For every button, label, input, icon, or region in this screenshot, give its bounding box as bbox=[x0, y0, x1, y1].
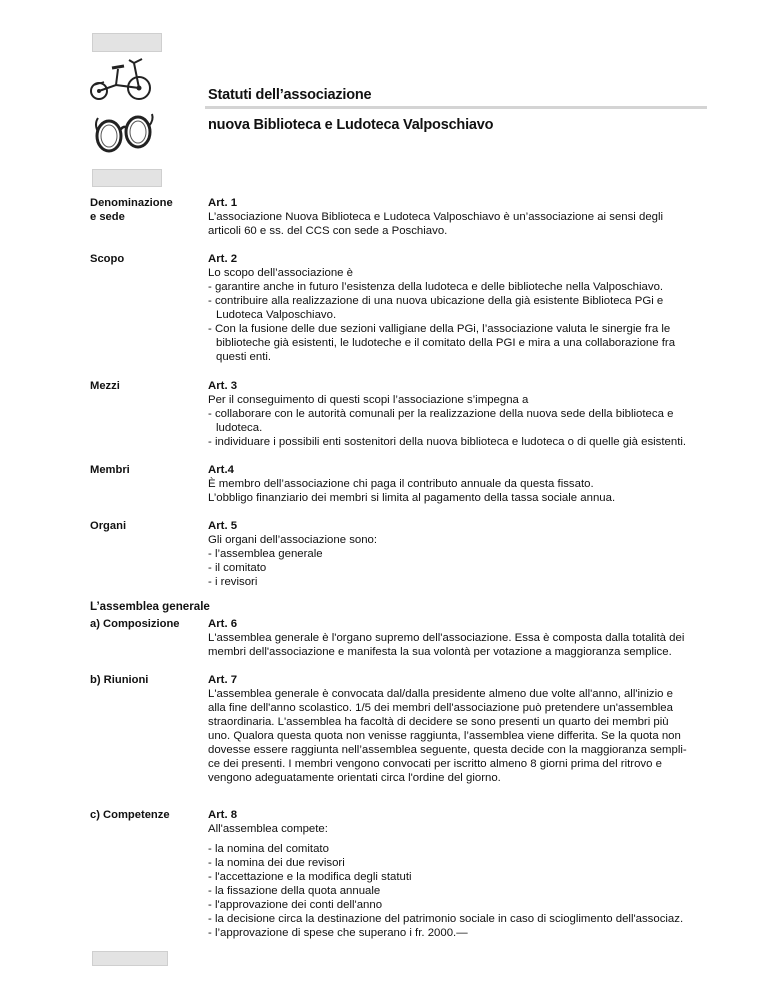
article-heading: Art. 1 bbox=[208, 197, 238, 209]
spectacles-icon bbox=[92, 110, 156, 156]
article-5: Art. 5 Gli organi dell’associazione sono: - l’assemblea generale - il comitato - i revisori bbox=[208, 519, 728, 589]
document-subtitle: nuova Biblioteca e Ludoteca Valposchiavo bbox=[208, 117, 494, 133]
label-competenze: c) Competenze bbox=[90, 809, 170, 821]
article-heading: Art. 5 bbox=[208, 520, 238, 532]
article-2: Art. 2 Lo scopo dell’associazione è - garantire anche in futuro l’esistenza della ludoteca e delle biblioteche nella Valposchiavo. - contribuire alla realizzazione di una nuova ubicazione della già esistente Biblioteca PGi e Ludoteca Valposchiavo. - Con la fusione delle due sezioni valligiane della PGi, l’associazione valuta le sinergie fra le biblioteche già esistenti, le ludoteche e il comitato della PGI e mira a una collaborazione fra questi enti. bbox=[208, 252, 728, 364]
label-mezzi: Mezzi bbox=[90, 380, 120, 392]
article-4: Art.4 È membro dell’associazione chi paga il contributo annuale da questa fissato. L’obbligo finanziario dei membri si limita al pagamento della tassa sociale annua. bbox=[208, 463, 728, 505]
article-heading: Art. 8 bbox=[208, 809, 238, 821]
article-heading: Art. 7 bbox=[208, 674, 238, 686]
tricycle-icon bbox=[88, 55, 154, 103]
article-3: Art. 3 Per il conseguimento di questi scopi l’associazione s’impegna a - collaborare con le autorità comunali per la realizzazione della nuova sede della biblioteca e ludoteca. - individuare i possibili enti sostenitori della nuova biblioteca e ludoteca o di quelle già esistenti. bbox=[208, 379, 728, 449]
label-organi: Organi bbox=[90, 520, 127, 532]
article-7: Art. 7 L'assemblea generale è convocata dal/dalla presidente almeno due volte all'anno, all'inizio e alla fine dell'anno scolastico. 1/5 dei membri dell'associazione può pretendere un'assemblea straordinaria. L'assemblea ha facoltà di decidere se sono presenti un quarto dei membri più uno. Qualora questa quota non venisse raggiunta, l’assemblea viene differita. Se la quota non dovesse essere raggiunta nell’assemblea seguente, questa decide con la maggioranza sempli- ce dei presenti. I membri vengono convocati per iscritto almeno 8 giorni prima del ritrovo e vengono adeguatamente orientati circa l'ordine del giorno. bbox=[208, 673, 728, 785]
label-composizione: a) Composizione bbox=[90, 618, 180, 630]
top-gray-bar bbox=[92, 33, 162, 52]
article-heading: Art. 3 bbox=[208, 380, 238, 392]
bottom-gray-bar bbox=[92, 951, 168, 966]
label-riunioni: b) Riunioni bbox=[90, 674, 149, 686]
article-heading: Art. 2 bbox=[208, 253, 238, 265]
label-membri: Membri bbox=[90, 464, 130, 476]
label-scopo: Scopo bbox=[90, 253, 125, 265]
header-divider bbox=[205, 106, 707, 109]
document-title: Statuti dell’associazione bbox=[208, 87, 372, 103]
mid-gray-bar bbox=[92, 169, 162, 187]
section-title-assemblea: L’assemblea generale bbox=[90, 600, 210, 613]
article-6: Art. 6 L'assemblea generale è l'organo supremo dell'associazione. Essa è composta dalla totalità dei membri dell'associazione e manifesta la sua volontà per votazione a maggioranza semplice. bbox=[208, 617, 728, 659]
article-heading: Art. 6 bbox=[208, 618, 238, 630]
label-denominazione: Denominazione e sede bbox=[90, 197, 173, 223]
article-heading: Art.4 bbox=[208, 464, 234, 476]
article-1: Art. 1 L’associazione Nuova Biblioteca e Ludoteca Valposchiavo è un’associazione ai sensi degli articoli 60 e ss. del CCS con sede a Poschiavo. bbox=[208, 196, 728, 238]
article-8: Art. 8 All'assemblea compete: - la nomina del comitato - la nomina dei due revisori - l'accettazione e la modifica degli statuti - la fissazione della quota annuale - l'approvazione dei conti dell'anno - la decisione circa la destinazione del patrimonio sociale in caso di scioglimento dell'associaz. - l’approvazione di spese che superano i fr. 2000.— bbox=[208, 808, 728, 940]
